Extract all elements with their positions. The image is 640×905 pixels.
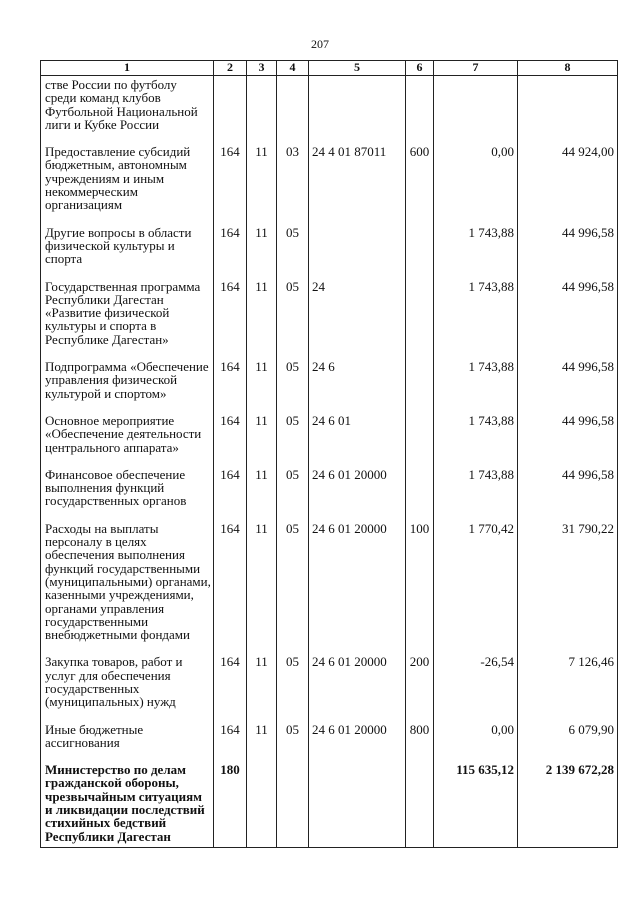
amount-total-cell: 31 790,22 (518, 522, 618, 656)
admin-code-cell: 164 (214, 280, 247, 360)
admin-code-cell: 164 (214, 522, 247, 656)
row-name-cell: Расходы на выплаты персоналу в целях обеспечения выполнения функций государственными (муниципальными) органами, казенными учреждениями, органами управления государственными внебюджетными фондами (41, 522, 214, 656)
admin-code-cell: 164 (214, 360, 247, 414)
admin-code-cell: 164 (214, 468, 247, 522)
table-row (41, 723, 618, 764)
section-cell: 11 (247, 145, 277, 225)
subsection-cell: 05 (277, 655, 309, 722)
target-article-cell: 24 6 01 20000 (309, 522, 406, 656)
admin-code-cell: 164 (214, 723, 247, 764)
table-row (41, 414, 618, 468)
amount-total-cell: 44 996,58 (518, 280, 618, 360)
amount-total-cell: 44 924,00 (518, 145, 618, 225)
row-name-cell: Финансовое обеспечение выполнения функций государственных органов (41, 468, 214, 522)
section-cell: 11 (247, 280, 277, 360)
row-name-cell: Закупка товаров, работ и услуг для обеспечения государственных (муниципальных) нужд (41, 655, 214, 722)
amount-change-cell: 0,00 (434, 723, 518, 764)
expense-type-cell: 100 (406, 522, 434, 656)
expense-type-cell (406, 280, 434, 360)
section-cell: 11 (247, 414, 277, 468)
amount-total-cell: 44 996,58 (518, 226, 618, 280)
section-cell (247, 763, 277, 847)
amount-change-cell: 1 743,88 (434, 468, 518, 522)
amount-change-cell (434, 76, 518, 146)
amount-change-cell: 1 743,88 (434, 360, 518, 414)
column-header: 1 (41, 61, 214, 76)
row-name-cell: Подпрограмма «Обеспечение управления физической культурой и спортом» (41, 360, 214, 414)
amount-change-cell: 1 770,42 (434, 522, 518, 656)
expense-type-cell (406, 76, 434, 146)
admin-code-cell: 180 (214, 763, 247, 847)
table-row (41, 522, 618, 656)
target-article-cell: 24 6 01 20000 (309, 468, 406, 522)
table-row (41, 76, 618, 146)
column-header: 8 (518, 61, 618, 76)
admin-code-cell: 164 (214, 655, 247, 722)
target-article-cell: 24 6 01 20000 (309, 723, 406, 764)
subsection-cell: 05 (277, 723, 309, 764)
amount-total-cell: 2 139 672,28 (518, 763, 618, 847)
subsection-cell: 05 (277, 360, 309, 414)
subsection-cell (277, 763, 309, 847)
column-header: 7 (434, 61, 518, 76)
section-cell: 11 (247, 522, 277, 656)
expense-type-cell: 600 (406, 145, 434, 225)
expense-type-cell: 200 (406, 655, 434, 722)
subsection-cell: 05 (277, 280, 309, 360)
subsection-cell: 03 (277, 145, 309, 225)
budget-table (40, 60, 618, 848)
admin-code-cell (214, 76, 247, 146)
row-name-cell: стве России по футболу среди команд клубов Футбольной Национальной лиги и Кубке России (41, 76, 214, 146)
target-article-cell: 24 4 01 87011 (309, 145, 406, 225)
amount-change-cell: 1 743,88 (434, 280, 518, 360)
page-number: 207 (311, 37, 329, 51)
amount-change-cell: 1 743,88 (434, 414, 518, 468)
target-article-cell (309, 76, 406, 146)
subsection-cell: 05 (277, 414, 309, 468)
table-row (41, 226, 618, 280)
expense-type-cell (406, 414, 434, 468)
section-cell: 11 (247, 468, 277, 522)
admin-code-cell: 164 (214, 414, 247, 468)
expense-type-cell (406, 226, 434, 280)
section-cell: 11 (247, 360, 277, 414)
subsection-cell: 05 (277, 522, 309, 656)
table-row (41, 360, 618, 414)
table-row (41, 655, 618, 722)
target-article-cell (309, 226, 406, 280)
target-article-cell: 24 6 01 20000 (309, 655, 406, 722)
target-article-cell: 24 6 (309, 360, 406, 414)
row-name-cell: Предоставление субсидий бюджетным, автономным учреждениям и иным некоммерческим организациям (41, 145, 214, 225)
table-header-row (41, 61, 618, 76)
subsection-cell: 05 (277, 468, 309, 522)
table-body (41, 76, 618, 848)
amount-change-cell: 115 635,12 (434, 763, 518, 847)
section-cell (247, 76, 277, 146)
expense-type-cell: 800 (406, 723, 434, 764)
amount-change-cell: -26,54 (434, 655, 518, 722)
admin-code-cell: 164 (214, 226, 247, 280)
column-header: 6 (406, 61, 434, 76)
amount-total-cell: 7 126,46 (518, 655, 618, 722)
row-name-cell: Другие вопросы в области физической культуры и спорта (41, 226, 214, 280)
column-header: 5 (309, 61, 406, 76)
amount-total-cell: 44 996,58 (518, 468, 618, 522)
section-cell: 11 (247, 655, 277, 722)
expense-type-cell (406, 360, 434, 414)
amount-change-cell: 1 743,88 (434, 226, 518, 280)
row-name-cell: Иные бюджетные ассигнования (41, 723, 214, 764)
subsection-cell (277, 76, 309, 146)
subsection-cell: 05 (277, 226, 309, 280)
section-cell: 11 (247, 723, 277, 764)
amount-total-cell: 44 996,58 (518, 360, 618, 414)
table-row (41, 145, 618, 225)
amount-total-cell: 44 996,58 (518, 414, 618, 468)
expense-type-cell (406, 468, 434, 522)
admin-code-cell: 164 (214, 145, 247, 225)
amount-total-cell (518, 76, 618, 146)
row-name-cell: Государственная программа Республики Дагестан «Развитие физической культуры и спорта в Республике Дагестан» (41, 280, 214, 360)
amount-total-cell: 6 079,90 (518, 723, 618, 764)
table-row (41, 763, 618, 847)
column-header: 2 (214, 61, 247, 76)
expense-type-cell (406, 763, 434, 847)
table-row (41, 468, 618, 522)
column-header: 4 (277, 61, 309, 76)
amount-change-cell: 0,00 (434, 145, 518, 225)
row-name-cell: Министерство по делам гражданской обороны, чрезвычайным ситуациям и ликвидации последствий стихийных бедствий Республики Дагестан (41, 763, 214, 847)
section-cell: 11 (247, 226, 277, 280)
table-row (41, 280, 618, 360)
target-article-cell: 24 (309, 280, 406, 360)
row-name-cell: Основное мероприятие «Обеспечение деятельности центрального аппарата» (41, 414, 214, 468)
target-article-cell (309, 763, 406, 847)
column-header: 3 (247, 61, 277, 76)
target-article-cell: 24 6 01 (309, 414, 406, 468)
